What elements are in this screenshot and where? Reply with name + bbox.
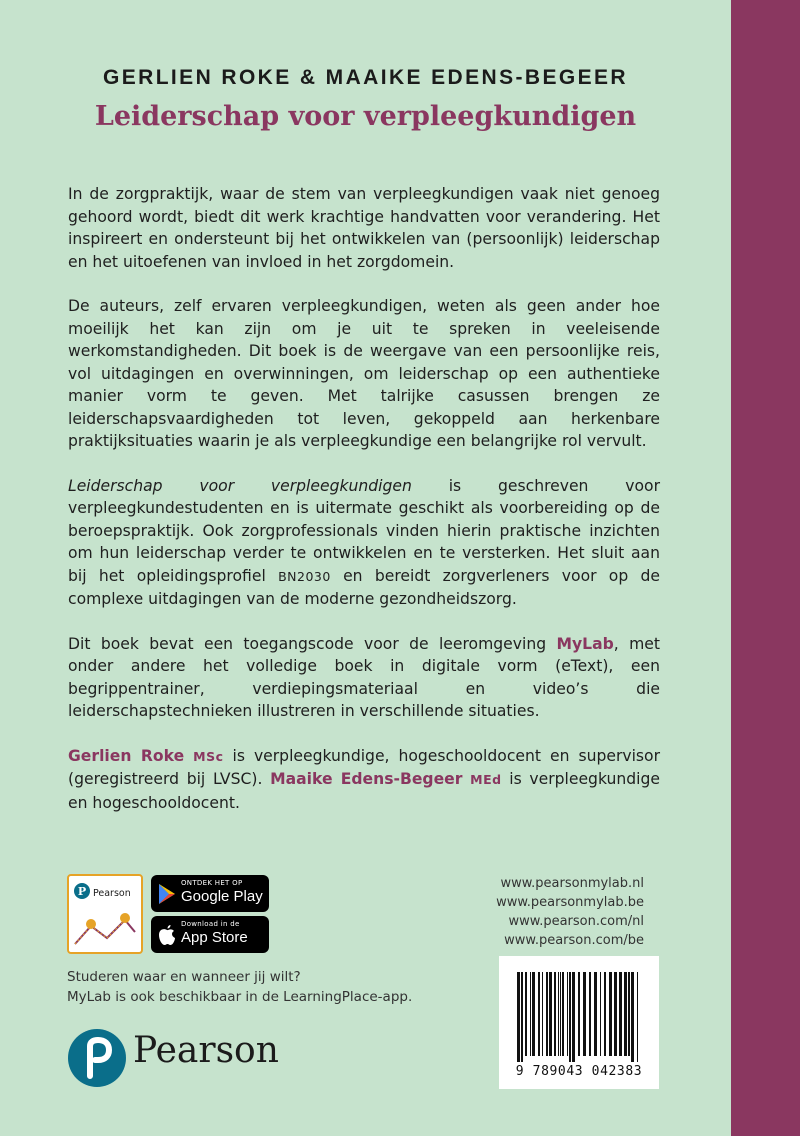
pearson-wordmark: Pearson xyxy=(133,1030,279,1071)
barcode-bar xyxy=(554,972,556,1056)
barcode-bar xyxy=(600,972,601,1056)
profile-code: BN2030 xyxy=(278,568,331,584)
url-3[interactable]: www.pearson.com/nl xyxy=(508,914,644,929)
barcode-bar xyxy=(567,972,568,1056)
apple-icon xyxy=(157,924,177,946)
blurb xyxy=(68,183,660,836)
barcode-bar xyxy=(619,972,622,1056)
barcode-bar xyxy=(569,972,571,1062)
barcode-bar xyxy=(530,972,531,1056)
book-authors: GERLIEN ROKE & MAAIKE EDENS-BEGEER xyxy=(103,66,628,89)
barcode-bar xyxy=(532,972,535,1056)
barcode-bar xyxy=(578,972,580,1056)
barcode-bar xyxy=(594,972,597,1056)
barcode-bar xyxy=(631,972,634,1062)
svg-text:P: P xyxy=(77,885,87,898)
barcode-number: 9 789043 042383 xyxy=(515,1064,643,1079)
app-badges xyxy=(67,874,277,956)
barcode-bar xyxy=(538,972,540,1056)
google-play-badge[interactable]: ONTDEK HET OP Google Play xyxy=(151,875,269,912)
pearson-logo xyxy=(67,1028,307,1088)
barcode-bar xyxy=(637,972,638,1062)
pearson-app-icon xyxy=(69,876,141,952)
barcode-bar xyxy=(525,972,527,1056)
barcode-bar xyxy=(589,972,591,1056)
mylab-line-1: Studeren waar en wanneer jij wilt? xyxy=(67,969,301,985)
barcode-bar xyxy=(521,972,523,1062)
url-4[interactable]: www.pearson.com/be xyxy=(504,933,644,948)
url-1[interactable]: www.pearsonmylab.nl xyxy=(500,876,644,891)
blurb-paragraph-3: Leiderschap voor verpleegkundigen is geschreven voor verpleegkundestudenten en is uitermate geschikt als voorbereiding op de beroepspraktijk. Ook zorgprofessionals vinden hierin praktische inzichten om hun leiderschap verder te ontwikkelen en te versterken. Het sluit aan bij het opleidingsprofiel BN2030 en bereidt zorgverleners voor op de complexe uitdagingen van de moderne gezondheidszorg. xyxy=(68,476,660,608)
author-name-1: Gerlien Roke xyxy=(68,746,185,765)
mylab-line-2: MyLab is ook beschikbaar in de LearningPlace-app. xyxy=(67,989,413,1005)
book-title-inline: Leiderschap voor verpleegkundigen xyxy=(68,476,412,495)
website-list xyxy=(496,874,644,950)
barcode-bar xyxy=(542,972,543,1056)
barcode-bar xyxy=(624,972,627,1056)
barcode-bar xyxy=(549,972,552,1056)
barcode-bar xyxy=(560,972,561,1056)
app-label: Pearson xyxy=(93,888,131,899)
book-title: Leiderschap voor verpleegkundigen xyxy=(94,101,637,132)
spine-band xyxy=(731,0,800,1136)
barcode-bar xyxy=(562,972,564,1056)
app-store-badge[interactable]: Download in de App Store xyxy=(151,916,269,953)
barcode-bar xyxy=(572,972,575,1062)
mylab-name: MyLab xyxy=(556,634,614,653)
barcode-bar xyxy=(604,972,606,1056)
blurb-paragraph-4: Dit boek bevat een toegangscode voor de leeromgeving MyLab, met onder andere het volledige boek in digitale vorm (eText), een begrippentrainer, verdiepingsmateriaal en video’s die leiderschapstechnieken illustreren in verschillende situaties. xyxy=(68,634,660,720)
pearson-logo-icon xyxy=(67,1028,127,1088)
barcode-bar xyxy=(517,972,520,1062)
barcode-bars xyxy=(499,956,659,1066)
barcode-bar xyxy=(614,972,617,1056)
url-2[interactable]: www.pearsonmylab.be xyxy=(496,895,644,910)
barcode-bar xyxy=(546,972,548,1056)
blurb-paragraph-2: De auteurs, zelf ervaren verpleegkundigen, weten als geen ander hoe moeilijk het kan zijn om je uit te spreken in veeleisende werkomstandigheden. Dit boek is de weergave van een persoonlijke reis, vol uitdagingen en overwinningen, om leiderschap op een authentieke manier vorm te geven. Met talrijke casussen brengen ze leiderschapsvaardigheden tot leven, gekoppeld aan herkenbare praktijksituaties waarin je als verpleegkundige een belangrijke rol vervult. xyxy=(68,297,660,450)
barcode-bar xyxy=(558,972,559,1056)
learningplace-app-icon[interactable] xyxy=(67,874,143,954)
barcode-bar xyxy=(583,972,586,1056)
barcode-bar xyxy=(628,972,630,1056)
mylab-availability xyxy=(67,967,412,1007)
isbn-barcode xyxy=(499,956,659,1089)
author-name-2: Maaike Edens-Begeer xyxy=(270,770,463,788)
barcode-bar xyxy=(609,972,612,1056)
author-bios: Gerlien Roke MSc is verpleegkundige, hogeschooldocent en supervisor (geregistreerd bij LVSC). Maaike Edens-Begeer MEd is verpleegkundige en hogeschooldocent. xyxy=(68,746,660,812)
google-play-icon xyxy=(157,883,177,905)
blurb-paragraph-1: In de zorgpraktijk, waar de stem van verpleegkundigen vaak niet genoeg gehoord wordt, biedt dit werk krachtige handvatten voor verandering. Het inspireert en ondersteunt bij het ontwikkelen van (persoonlijk) leiderschap en het uitoefenen van invloed in het zorgdomein. xyxy=(68,185,660,271)
